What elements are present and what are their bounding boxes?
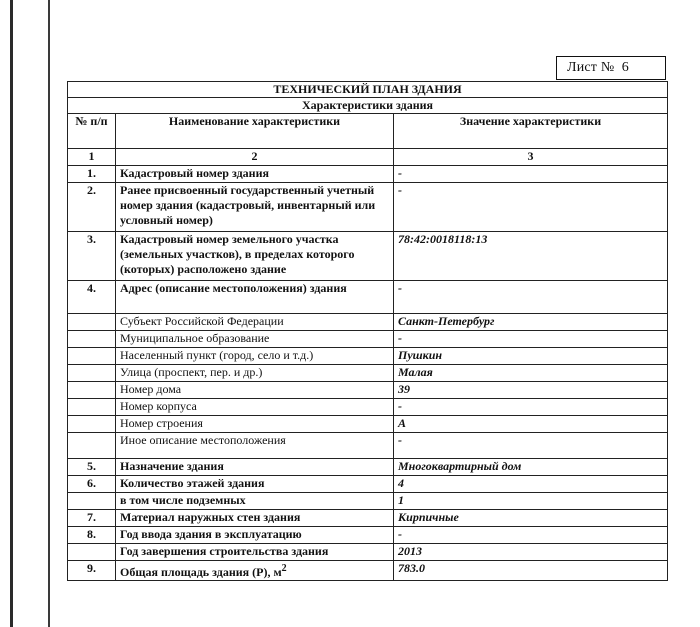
characteristic-value: 1 — [394, 493, 668, 510]
characteristic-name: Населенный пункт (город, село и т.д.) — [116, 348, 394, 365]
characteristic-name: Кадастровый номер земельного участка (земельных участков), в пределах которого (которых) расположено здание — [116, 232, 394, 281]
header-cell-number: № п/п — [68, 114, 116, 149]
characteristic-name: Количество этажей здания — [116, 476, 394, 493]
area-label: Общая площадь здания (Р), м — [120, 565, 282, 579]
characteristic-name: Ранее присвоенный государственный учетный номер здания (кадастровый, инвентарный или условный номер) — [116, 183, 394, 232]
row-number-empty — [68, 399, 116, 416]
row-number-empty — [68, 348, 116, 365]
characteristic-value: - — [394, 166, 668, 183]
scan-edge-line — [48, 0, 50, 627]
table-row — [68, 183, 668, 232]
row-number: 5. — [68, 459, 116, 476]
table-row — [68, 544, 668, 561]
characteristic-value: Кирпичные — [394, 510, 668, 527]
characteristic-value: Санкт-Петербург — [394, 314, 668, 331]
row-number-empty — [68, 331, 116, 348]
header-row — [68, 114, 668, 149]
column-number-row — [68, 149, 668, 166]
characteristic-name: Год завершения строительства здания — [116, 544, 394, 561]
characteristic-value: 39 — [394, 382, 668, 399]
column-number: 1 — [68, 149, 116, 166]
table-row — [68, 166, 668, 183]
characteristic-value: 2013 — [394, 544, 668, 561]
row-number: 7. — [68, 510, 116, 527]
characteristic-name: Иное описание местоположения — [116, 433, 394, 459]
subtitle-row — [68, 98, 668, 114]
characteristic-value: 4 — [394, 476, 668, 493]
characteristic-value: А — [394, 416, 668, 433]
table-row — [68, 365, 668, 382]
row-number-empty — [68, 416, 116, 433]
table-row — [68, 232, 668, 281]
characteristic-name: Муниципальное образование — [116, 331, 394, 348]
characteristic-name: Номер строения — [116, 416, 394, 433]
characteristic-name: Адрес (описание местоположения) здания — [116, 281, 394, 314]
row-number: 1. — [68, 166, 116, 183]
table-row — [68, 433, 668, 459]
row-number: 9. — [68, 561, 116, 581]
table-row — [68, 493, 668, 510]
header-cell-name: Наименование характеристики — [116, 114, 394, 149]
table-row — [68, 476, 668, 493]
title-row — [68, 82, 668, 98]
characteristic-name: Материал наружных стен здания — [116, 510, 394, 527]
row-number-empty — [68, 382, 116, 399]
table-row — [68, 459, 668, 476]
row-number: 2. — [68, 183, 116, 232]
table-row — [68, 399, 668, 416]
document-subtitle: Характеристики здания — [68, 98, 668, 114]
document-title: ТЕХНИЧЕСКИЙ ПЛАН ЗДАНИЯ — [68, 82, 668, 98]
characteristic-name — [116, 561, 394, 581]
row-number-empty — [68, 433, 116, 459]
table-row — [68, 527, 668, 544]
characteristic-name: Улица (проспект, пер. и др.) — [116, 365, 394, 382]
characteristic-value: - — [394, 281, 668, 314]
table-row — [68, 382, 668, 399]
characteristic-name: Номер корпуса — [116, 399, 394, 416]
table-row — [68, 331, 668, 348]
column-number: 3 — [394, 149, 668, 166]
square-superscript: 2 — [281, 563, 287, 574]
characteristic-name: Номер дома — [116, 382, 394, 399]
characteristic-value: - — [394, 183, 668, 232]
row-number-empty — [68, 493, 116, 510]
row-number: 6. — [68, 476, 116, 493]
characteristic-value: - — [394, 527, 668, 544]
characteristic-name: Субъект Российской Федерации — [116, 314, 394, 331]
characteristic-value: Пушкин — [394, 348, 668, 365]
header-cell-value: Значение характеристики — [394, 114, 668, 149]
row-number: 4. — [68, 281, 116, 314]
row-number-empty — [68, 544, 116, 561]
characteristic-value: - — [394, 331, 668, 348]
characteristics-table — [67, 81, 668, 581]
characteristic-value: Многоквартирный дом — [394, 459, 668, 476]
characteristic-value: - — [394, 399, 668, 416]
table-row — [68, 348, 668, 365]
table-row — [68, 561, 668, 581]
characteristic-name: Год ввода здания в эксплуатацию — [116, 527, 394, 544]
characteristic-value: Малая — [394, 365, 668, 382]
column-number: 2 — [116, 149, 394, 166]
table-row — [68, 314, 668, 331]
table-row — [68, 281, 668, 314]
characteristic-value: 783.0 — [394, 561, 668, 581]
sheet-number: 6 — [621, 60, 629, 75]
row-number: 3. — [68, 232, 116, 281]
characteristic-name: Кадастровый номер здания — [116, 166, 394, 183]
sheet-label: Лист № — [567, 60, 615, 75]
table-row — [68, 510, 668, 527]
characteristic-name: в том числе подземных — [116, 493, 394, 510]
characteristic-name: Назначение здания — [116, 459, 394, 476]
sheet-number-box — [556, 56, 666, 80]
characteristic-value: - — [394, 433, 668, 459]
row-number-empty — [68, 365, 116, 382]
characteristic-value: 78:42:0018118:13 — [394, 232, 668, 281]
scan-edge-line — [10, 0, 13, 627]
row-number-empty — [68, 314, 116, 331]
row-number: 8. — [68, 527, 116, 544]
table-row — [68, 416, 668, 433]
